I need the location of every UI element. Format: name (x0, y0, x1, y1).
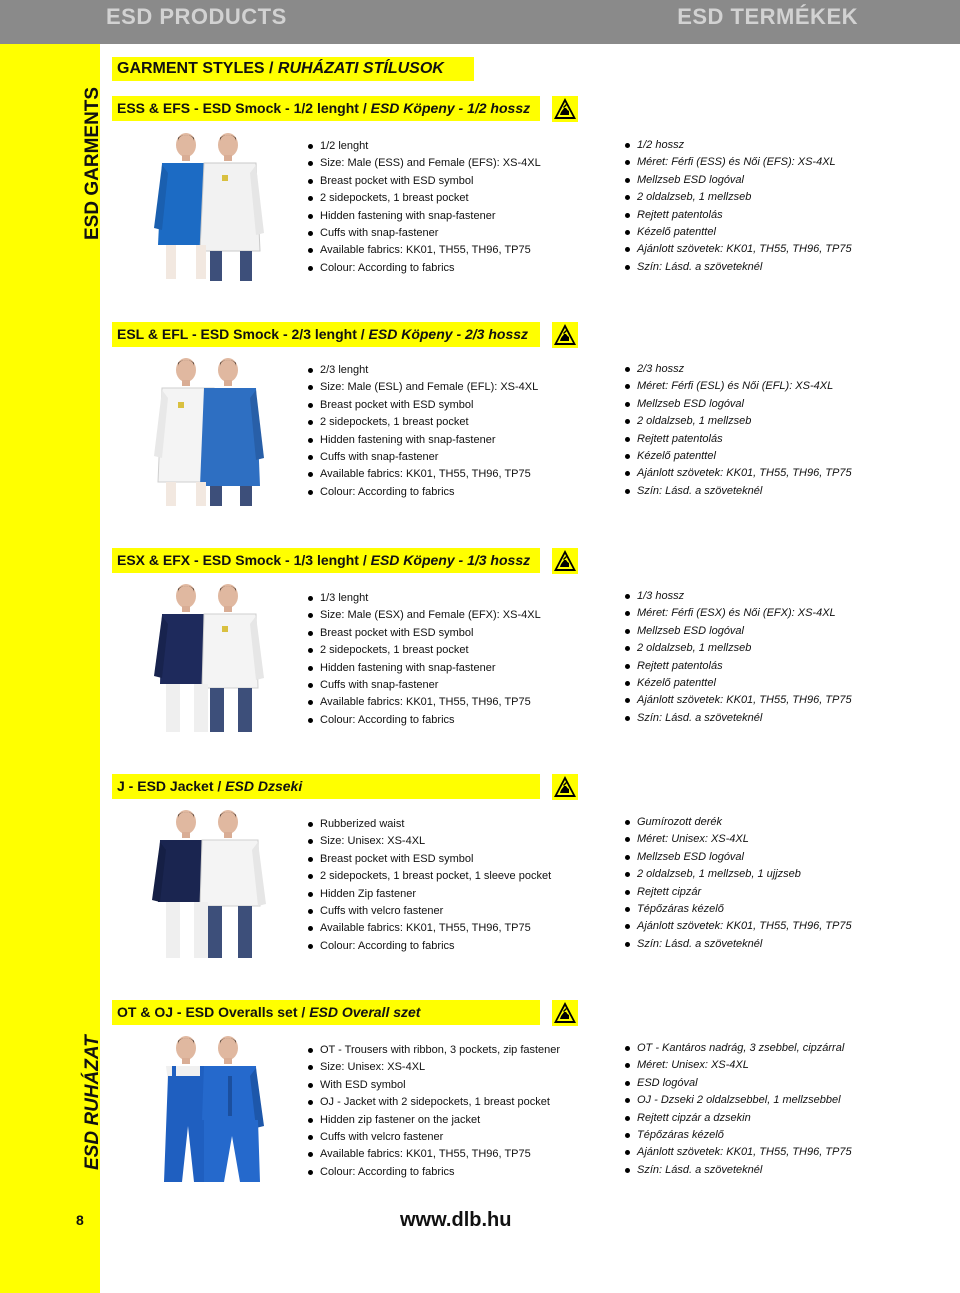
header-bar (0, 0, 960, 44)
list-item: Szín: Lásd. a szöveteknél (625, 936, 852, 953)
list-item: Breast pocket with ESD symbol (308, 397, 538, 414)
list-item: Size: Male (ESS) and Female (EFS): XS-4XL (308, 155, 541, 172)
list-item: Mellzseb ESD logóval (625, 396, 852, 413)
list-item: Méret: Férfi (ESL) és Női (EFL): XS-4XL (625, 378, 852, 395)
list-item: Hidden zip fastener on the jacket (308, 1112, 560, 1129)
header-title-right: ESD TERMÉKEK (677, 4, 858, 29)
list-item: Tépőzáras kézelő (625, 901, 852, 918)
page-heading-en: GARMENT STYLES / (117, 60, 278, 77)
list-item: 2/3 lenght (308, 362, 538, 379)
list-item: 1/2 lenght (308, 138, 541, 155)
list-item: ESD logóval (625, 1075, 852, 1092)
list-item: Rejtett cipzár a dzsekin (625, 1110, 852, 1127)
section-title (112, 548, 540, 573)
list-item: Size: Male (ESX) and Female (EFX): XS-4XL (308, 607, 541, 624)
list-item: Cuffs with velcro fastener (308, 1129, 560, 1146)
section-title-en: ESL & EFL - ESD Smock - 2/3 lenght / (117, 326, 369, 342)
list-item: OT - Trousers with ribbon, 3 pockets, zip fastener (308, 1042, 560, 1059)
list-item: Mellzseb ESD logóval (625, 172, 852, 189)
list-item: Tépőzáras kézelő (625, 1127, 852, 1144)
list-item: Hidden fastening with snap-fastener (308, 660, 541, 677)
section-title-en: J - ESD Jacket / (117, 778, 226, 794)
list-item: Colour: According to fabrics (308, 712, 541, 729)
list-item: Size: Unisex: XS-4XL (308, 1059, 560, 1076)
section-title (112, 96, 540, 121)
list-item: Colour: According to fabrics (308, 938, 551, 955)
list-item: Available fabrics: KK01, TH55, TH96, TP75 (308, 1146, 560, 1163)
section-title (112, 322, 540, 347)
list-item: Hidden fastening with snap-fastener (308, 208, 541, 225)
feature-list-hu (625, 814, 852, 953)
list-item: 1/3 lenght (308, 590, 541, 607)
list-item: OJ - Dzseki 2 oldalzsebbel, 1 mellzsebbel (625, 1092, 852, 1109)
section-title-en: OT & OJ - ESD Overalls set / (117, 1004, 310, 1020)
list-item: Rejtett patentolás (625, 431, 852, 448)
list-item: Kézelő patenttel (625, 448, 852, 465)
list-item: Szín: Lásd. a szöveteknél (625, 710, 852, 727)
list-item: 2/3 hossz (625, 361, 852, 378)
list-item: Available fabrics: KK01, TH55, TH96, TP75 (308, 920, 551, 937)
list-item: Kézelő patenttel (625, 224, 852, 241)
list-item: Méret: Férfi (ESX) és Női (EFX): XS-4XL (625, 605, 852, 622)
list-item: 2 sidepockets, 1 breast pocket (308, 190, 541, 207)
esd-warning-icon (552, 548, 578, 574)
feature-list-en (308, 362, 538, 501)
list-item: Szín: Lásd. a szöveteknél (625, 483, 852, 500)
list-item: 2 oldalzseb, 1 mellzseb (625, 640, 852, 657)
section-title-hu: ESD Overall szet (309, 1004, 421, 1020)
list-item: 2 oldalzseb, 1 mellzseb (625, 189, 852, 206)
esd-warning-icon (552, 96, 578, 122)
page-heading (112, 57, 474, 81)
section-title-en: ESX & EFX - ESD Smock - 1/3 lenght / (117, 552, 371, 568)
header-title-left: ESD PRODUCTS (106, 4, 287, 29)
section-title-hu: ESD Köpeny - 1/3 hossz (370, 552, 531, 568)
list-item: 2 oldalzseb, 1 mellzseb, 1 ujjzseb (625, 866, 852, 883)
list-item: Cuffs with snap-fastener (308, 677, 541, 694)
feature-list-hu (625, 588, 852, 727)
list-item: Ajánlott szövetek: KK01, TH55, TH96, TP75 (625, 465, 852, 482)
list-item: Rejtett cipzár (625, 884, 852, 901)
list-item: Cuffs with snap-fastener (308, 225, 541, 242)
product-photo (148, 584, 268, 734)
section-title (112, 774, 540, 799)
list-item: With ESD symbol (308, 1077, 560, 1094)
page-number: 8 (76, 1212, 84, 1228)
product-photo (148, 810, 268, 960)
product-photo (148, 1036, 268, 1186)
list-item: 1/2 hossz (625, 137, 852, 154)
product-photo (148, 133, 268, 283)
list-item: 2 sidepockets, 1 breast pocket, 1 sleeve pocket (308, 868, 551, 885)
list-item: Ajánlott szövetek: KK01, TH55, TH96, TP75 (625, 918, 852, 935)
list-item: Szín: Lásd. a szöveteknél (625, 1162, 852, 1179)
list-item: Méret: Unisex: XS-4XL (625, 831, 852, 848)
list-item: Size: Male (ESL) and Female (EFL): XS-4XL (308, 379, 538, 396)
list-item: Colour: According to fabrics (308, 260, 541, 277)
list-item: Rejtett patentolás (625, 658, 852, 675)
list-item: Mellzseb ESD logóval (625, 849, 852, 866)
feature-list-en (308, 1042, 560, 1181)
list-item: Mellzseb ESD logóval (625, 623, 852, 640)
list-item: OJ - Jacket with 2 sidepockets, 1 breast pocket (308, 1094, 560, 1111)
list-item: Colour: According to fabrics (308, 1164, 560, 1181)
esd-warning-icon (552, 322, 578, 348)
list-item: Cuffs with velcro fastener (308, 903, 551, 920)
footer-url[interactable]: www.dlb.hu (400, 1209, 512, 1231)
esd-warning-icon (552, 1000, 578, 1026)
list-item: Hidden Zip fastener (308, 886, 551, 903)
sidebar-label-garments: ESD GARMENTS (82, 86, 103, 240)
feature-list-en (308, 138, 541, 277)
list-item: 1/3 hossz (625, 588, 852, 605)
list-item: Rubberized waist (308, 816, 551, 833)
list-item: Size: Unisex: XS-4XL (308, 833, 551, 850)
list-item: Available fabrics: KK01, TH55, TH96, TP75 (308, 242, 541, 259)
list-item: Kézelő patenttel (625, 675, 852, 692)
feature-list-hu (625, 137, 852, 276)
list-item: Breast pocket with ESD symbol (308, 173, 541, 190)
sidebar-label-ruhazat: ESD RUHÁZAT (82, 1035, 103, 1170)
product-photo (148, 358, 268, 508)
list-item: Hidden fastening with snap-fastener (308, 432, 538, 449)
list-item: 2 oldalzseb, 1 mellzseb (625, 413, 852, 430)
section-title-hu: ESD Köpeny - 2/3 hossz (368, 326, 529, 342)
list-item: Rejtett patentolás (625, 207, 852, 224)
list-item: Ajánlott szövetek: KK01, TH55, TH96, TP75 (625, 692, 852, 709)
section-title (112, 1000, 540, 1025)
list-item: 2 sidepockets, 1 breast pocket (308, 414, 538, 431)
feature-list-hu (625, 1040, 852, 1179)
list-item: Cuffs with snap-fastener (308, 449, 538, 466)
list-item: Szín: Lásd. a szöveteknél (625, 259, 852, 276)
list-item: Available fabrics: KK01, TH55, TH96, TP75 (308, 466, 538, 483)
list-item: Available fabrics: KK01, TH55, TH96, TP75 (308, 694, 541, 711)
list-item: OT - Kantáros nadrág, 3 zsebbel, cipzárral (625, 1040, 852, 1057)
list-item: Breast pocket with ESD symbol (308, 851, 551, 868)
list-item: Méret: Férfi (ESS) és Női (EFS): XS-4XL (625, 154, 852, 171)
feature-list-en (308, 816, 551, 955)
list-item: Breast pocket with ESD symbol (308, 625, 541, 642)
section-title-hu: ESD Köpeny - 1/2 hossz (370, 100, 531, 116)
feature-list-hu (625, 361, 852, 500)
list-item: Méret: Unisex: XS-4XL (625, 1057, 852, 1074)
section-title-en: ESS & EFS - ESD Smock - 1/2 lenght / (117, 100, 371, 116)
list-item: Colour: According to fabrics (308, 484, 538, 501)
esd-warning-icon (552, 774, 578, 800)
section-title-hu: ESD Dzseki (225, 778, 303, 794)
list-item: 2 sidepockets, 1 breast pocket (308, 642, 541, 659)
list-item: Gumírozott derék (625, 814, 852, 831)
feature-list-en (308, 590, 541, 729)
list-item: Ajánlott szövetek: KK01, TH55, TH96, TP75 (625, 1144, 852, 1161)
list-item: Ajánlott szövetek: KK01, TH55, TH96, TP75 (625, 241, 852, 258)
page-heading-hu: RUHÁZATI STÍLUSOK (277, 60, 444, 77)
